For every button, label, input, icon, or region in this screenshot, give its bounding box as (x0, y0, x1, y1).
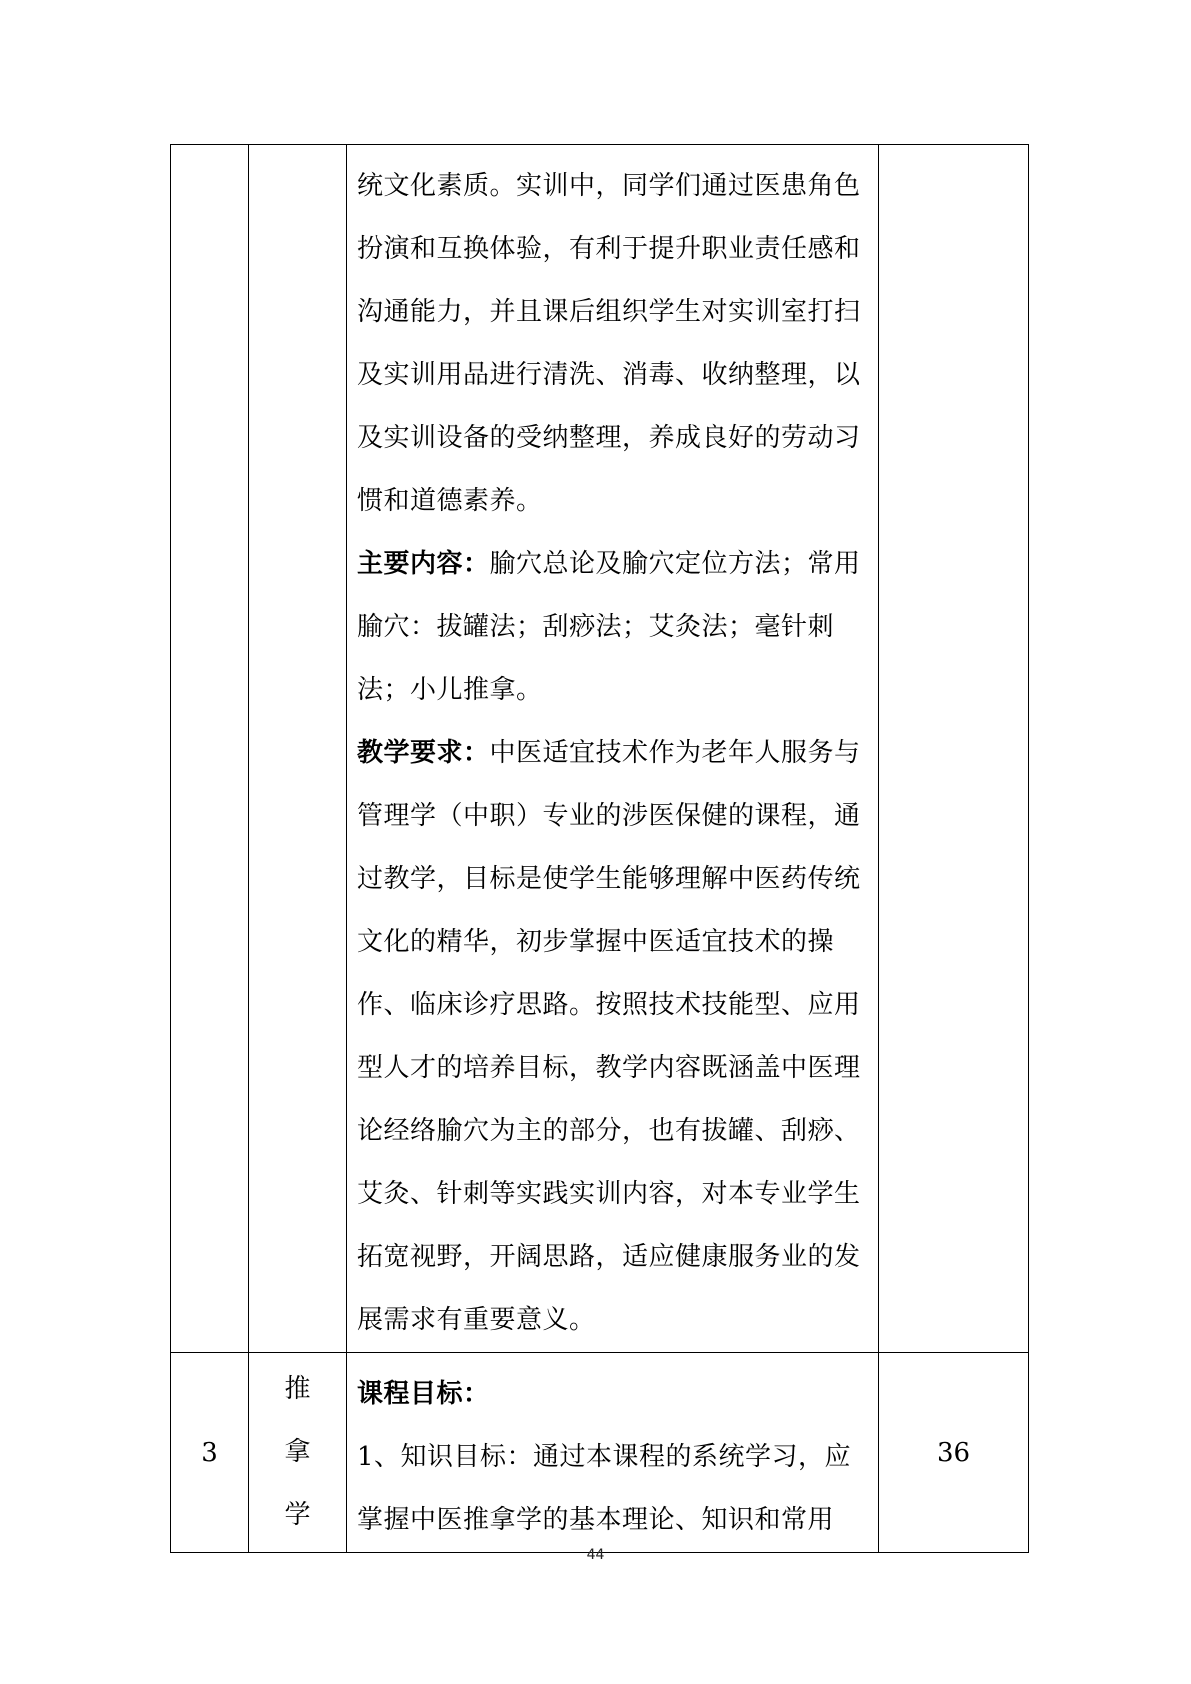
course-objectives-heading (357, 1363, 870, 1426)
knowledge-objective-text: 1、知识目标：通过本课程的系统学习，应掌握中医推拿学的基本理论、知识和常用 (357, 1442, 852, 1535)
paragraph-main-content (357, 533, 870, 722)
course-objectives-label: 课程目标： (357, 1379, 490, 1409)
course-hours-cell (879, 145, 1029, 1353)
table-row (171, 145, 1029, 1353)
page-number: 44 (586, 1547, 605, 1563)
course-number-cell: 3 (171, 1353, 249, 1553)
course-hours-cell: 36 (879, 1353, 1029, 1553)
paragraph-teaching-requirements (357, 722, 870, 1352)
course-table (170, 144, 1029, 1553)
course-name-char: 拿 (284, 1437, 311, 1467)
paragraph-text: 统文化素质。实训中，同学们通过医患角色扮演和互换体验，有利于提升职业责任感和沟通能力，并且课后组织学生对实训室打扫及实训用品进行清洗、消毒、收纳整理，以及实训设备的受纳整理，养成良好的劳动习惯和道德素养。 (357, 171, 861, 516)
course-name-char: 推 (284, 1374, 311, 1404)
course-name-cell (249, 1353, 347, 1553)
paragraph-culture (357, 155, 870, 533)
teaching-requirements-label: 教学要求： (357, 738, 490, 768)
course-name-cell (249, 145, 347, 1353)
course-content-cell (347, 1353, 879, 1553)
teaching-requirements-text: 中医适宜技术作为老年人服务与管理学（中职）专业的涉医保健的课程，通过教学，目标是使学生能够理解中医药传统文化的精华，初步掌握中医适宜技术的操作、临床诊疗思路。按照技术技能型、应用型人才的培养目标，教学内容既涵盖中医理论经络腧穴为主的部分，也有拔罐、刮痧、艾灸、针刺等实践实训内容，对本专业学生拓宽视野，开阔思路，适应健康服务业的发展需求有重要意义。 (357, 738, 861, 1335)
main-content-text: 腧穴总论及腧穴定位方法；常用腧穴：拔罐法；刮痧法；艾灸法；毫针刺法；小儿推拿。 (357, 549, 861, 705)
course-number-cell (171, 145, 249, 1353)
main-content-label: 主要内容： (357, 549, 490, 579)
course-name-char: 学 (284, 1500, 311, 1530)
course-content-cell (347, 145, 879, 1353)
table-row (171, 1353, 1029, 1553)
